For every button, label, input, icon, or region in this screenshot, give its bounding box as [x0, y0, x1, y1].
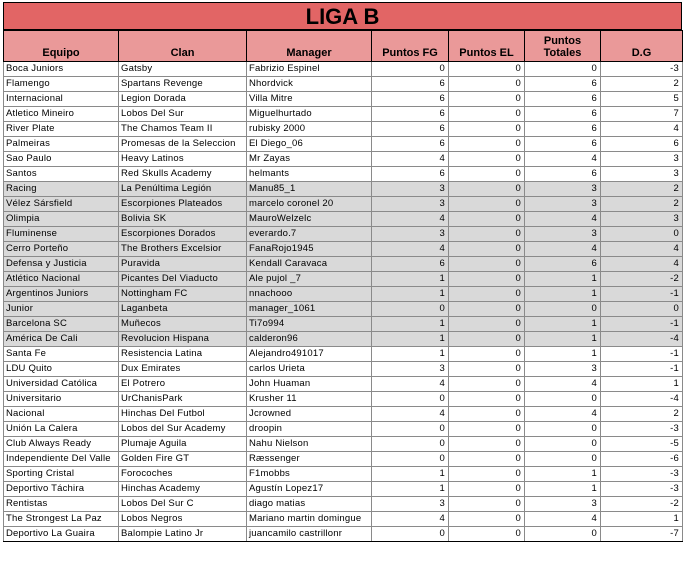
puntos-el-cell[interactable]: 0: [449, 467, 525, 482]
dg-cell[interactable]: -6: [601, 452, 683, 467]
table-row: [4, 332, 683, 347]
clan-cell[interactable]: Red Skulls Academy: [119, 167, 247, 182]
manager-cell[interactable]: Miguelhurtado: [247, 107, 372, 122]
team-cell[interactable]: Argentinos Juniors: [4, 287, 119, 302]
team-cell[interactable]: Club Always Ready: [4, 437, 119, 452]
manager-cell[interactable]: Nhordvick: [247, 77, 372, 92]
table-row: [4, 392, 683, 407]
puntos-fg-cell[interactable]: 1: [372, 347, 449, 362]
puntos-el-cell[interactable]: 0: [449, 257, 525, 272]
table-row: [4, 257, 683, 272]
clan-cell[interactable]: UrChanisPark: [119, 392, 247, 407]
puntos-fg-cell[interactable]: 1: [372, 467, 449, 482]
clan-cell[interactable]: Dux Emirates: [119, 362, 247, 377]
puntos-totales-cell[interactable]: 1: [525, 332, 601, 347]
puntos-el-cell[interactable]: 0: [449, 182, 525, 197]
team-cell[interactable]: Santa Fe: [4, 347, 119, 362]
manager-cell[interactable]: FanaRojo1945: [247, 242, 372, 257]
dg-cell[interactable]: -4: [601, 392, 683, 407]
puntos-el-cell[interactable]: 0: [449, 377, 525, 392]
clan-cell[interactable]: Golden Fire GT: [119, 452, 247, 467]
clan-cell[interactable]: Hinchas Academy: [119, 482, 247, 497]
puntos-el-cell[interactable]: 0: [449, 482, 525, 497]
dg-cell[interactable]: -3: [601, 422, 683, 437]
team-cell[interactable]: Olimpia: [4, 212, 119, 227]
dg-cell[interactable]: 4: [601, 242, 683, 257]
puntos-fg-cell[interactable]: 1: [372, 287, 449, 302]
puntos-el-cell[interactable]: 0: [449, 272, 525, 287]
clan-cell[interactable]: The Brothers Excelsior: [119, 242, 247, 257]
clan-cell[interactable]: Puravida: [119, 257, 247, 272]
clan-cell[interactable]: Resistencia Latina: [119, 347, 247, 362]
puntos-el-cell[interactable]: 0: [449, 407, 525, 422]
manager-cell[interactable]: helmants: [247, 167, 372, 182]
puntos-el-cell[interactable]: 0: [449, 512, 525, 527]
puntos-totales-cell[interactable]: 0: [525, 422, 601, 437]
clan-cell[interactable]: Forocoches: [119, 467, 247, 482]
manager-cell[interactable]: Mariano martin domingue: [247, 512, 372, 527]
team-cell[interactable]: Boca Juniors: [4, 62, 119, 77]
puntos-el-cell[interactable]: 0: [449, 197, 525, 212]
puntos-fg-cell[interactable]: 0: [372, 422, 449, 437]
puntos-fg-cell[interactable]: 0: [372, 392, 449, 407]
dg-cell[interactable]: -5: [601, 437, 683, 452]
team-cell[interactable]: Atlético Nacional: [4, 272, 119, 287]
puntos-totales-cell[interactable]: 1: [525, 272, 601, 287]
table-row: [4, 92, 683, 107]
dg-cell[interactable]: 7: [601, 107, 683, 122]
table-row: [4, 212, 683, 227]
team-cell[interactable]: Santos: [4, 167, 119, 182]
clan-cell[interactable]: El Potrero: [119, 377, 247, 392]
manager-cell[interactable]: Alejandro491017: [247, 347, 372, 362]
manager-cell[interactable]: everardo.7: [247, 227, 372, 242]
table-row: [4, 377, 683, 392]
dg-cell[interactable]: 3: [601, 167, 683, 182]
team-cell[interactable]: Vélez Sársfield: [4, 197, 119, 212]
puntos-totales-cell[interactable]: 6: [525, 122, 601, 137]
puntos-el-cell[interactable]: 0: [449, 227, 525, 242]
clan-cell[interactable]: Legion Dorada: [119, 92, 247, 107]
table-row: [4, 407, 683, 422]
clan-cell[interactable]: The Chamos Team II: [119, 122, 247, 137]
manager-cell[interactable]: rubisky 2000: [247, 122, 372, 137]
table-row: [4, 362, 683, 377]
puntos-fg-cell[interactable]: 6: [372, 257, 449, 272]
team-cell[interactable]: Junior: [4, 302, 119, 317]
table-row: [4, 182, 683, 197]
dg-cell[interactable]: 3: [601, 212, 683, 227]
puntos-fg-cell[interactable]: 4: [372, 152, 449, 167]
dg-cell[interactable]: 2: [601, 182, 683, 197]
puntos-el-cell[interactable]: 0: [449, 92, 525, 107]
puntos-el-cell[interactable]: 0: [449, 452, 525, 467]
manager-cell[interactable]: juancamilo castrillonr: [247, 527, 372, 542]
table-row: [4, 287, 683, 302]
dg-cell[interactable]: 1: [601, 512, 683, 527]
clan-cell[interactable]: Revolucion Hispana: [119, 332, 247, 347]
puntos-totales-cell[interactable]: 0: [525, 527, 601, 542]
table-row: [4, 272, 683, 287]
table-row: [4, 197, 683, 212]
puntos-fg-cell[interactable]: 6: [372, 77, 449, 92]
col-header-clan[interactable]: Clan: [119, 31, 247, 62]
team-cell[interactable]: América De Cali: [4, 332, 119, 347]
clan-cell[interactable]: Muñecos: [119, 317, 247, 332]
puntos-totales-cell[interactable]: 0: [525, 437, 601, 452]
manager-cell[interactable]: Agustín Lopez17: [247, 482, 372, 497]
manager-cell[interactable]: Nahu Nielson: [247, 437, 372, 452]
table-row: [4, 62, 683, 77]
puntos-totales-cell[interactable]: 1: [525, 482, 601, 497]
manager-cell[interactable]: Ale pujol _7: [247, 272, 372, 287]
team-cell[interactable]: Defensa y Justicia: [4, 257, 119, 272]
puntos-totales-cell[interactable]: 6: [525, 77, 601, 92]
team-cell[interactable]: Unión La Calera: [4, 422, 119, 437]
clan-cell[interactable]: Plumaje Aguila: [119, 437, 247, 452]
team-cell[interactable]: Internacional: [4, 92, 119, 107]
table-row: [4, 437, 683, 452]
puntos-fg-cell[interactable]: 1: [372, 332, 449, 347]
dg-cell[interactable]: 5: [601, 92, 683, 107]
clan-cell[interactable]: Heavy Latinos: [119, 152, 247, 167]
table-row: [4, 227, 683, 242]
puntos-el-cell[interactable]: 0: [449, 242, 525, 257]
team-cell[interactable]: Barcelona SC: [4, 317, 119, 332]
puntos-el-cell[interactable]: 0: [449, 437, 525, 452]
team-cell[interactable]: Sao Paulo: [4, 152, 119, 167]
puntos-el-cell[interactable]: 0: [449, 212, 525, 227]
puntos-fg-cell[interactable]: 0: [372, 437, 449, 452]
table-row: [4, 452, 683, 467]
puntos-totales-cell[interactable]: 4: [525, 407, 601, 422]
table-row: [4, 512, 683, 527]
dg-cell[interactable]: -3: [601, 482, 683, 497]
team-cell[interactable]: Palmeiras: [4, 137, 119, 152]
puntos-totales-cell[interactable]: 6: [525, 107, 601, 122]
puntos-el-cell[interactable]: 0: [449, 317, 525, 332]
puntos-el-cell[interactable]: 0: [449, 62, 525, 77]
puntos-totales-cell[interactable]: 3: [525, 497, 601, 512]
table-row: [4, 122, 683, 137]
team-cell[interactable]: Rentistas: [4, 497, 119, 512]
puntos-totales-cell[interactable]: 4: [525, 152, 601, 167]
table-row: [4, 467, 683, 482]
dg-cell[interactable]: 0: [601, 302, 683, 317]
dg-cell[interactable]: -2: [601, 272, 683, 287]
puntos-totales-cell[interactable]: 4: [525, 242, 601, 257]
clan-cell[interactable]: Gatsby: [119, 62, 247, 77]
table-row: [4, 347, 683, 362]
manager-cell[interactable]: diago matias: [247, 497, 372, 512]
team-cell[interactable]: Universitario: [4, 392, 119, 407]
col-header-puntos-totales[interactable]: Puntos Totales: [525, 31, 601, 62]
col-header-puntos-fg[interactable]: Puntos FG: [372, 31, 449, 62]
puntos-fg-cell[interactable]: 4: [372, 377, 449, 392]
dg-cell[interactable]: -3: [601, 62, 683, 77]
puntos-totales-cell[interactable]: 4: [525, 377, 601, 392]
manager-cell[interactable]: marcelo coronel 20: [247, 197, 372, 212]
clan-cell[interactable]: Lobos Del Sur: [119, 107, 247, 122]
manager-cell[interactable]: Jcrowned: [247, 407, 372, 422]
puntos-fg-cell[interactable]: 1: [372, 317, 449, 332]
manager-cell[interactable]: calderon96: [247, 332, 372, 347]
clan-cell[interactable]: Nottingham FC: [119, 287, 247, 302]
puntos-totales-cell[interactable]: 6: [525, 137, 601, 152]
puntos-fg-cell[interactable]: 4: [372, 242, 449, 257]
team-cell[interactable]: The Strongest La Paz: [4, 512, 119, 527]
clan-cell[interactable]: Lobos Del Sur C: [119, 497, 247, 512]
manager-cell[interactable]: carlos Urieta: [247, 362, 372, 377]
team-cell[interactable]: Cerro Porteño: [4, 242, 119, 257]
clan-cell[interactable]: Hinchas Del Futbol: [119, 407, 247, 422]
table-row: [4, 107, 683, 122]
puntos-el-cell[interactable]: 0: [449, 302, 525, 317]
dg-cell[interactable]: 4: [601, 257, 683, 272]
manager-cell[interactable]: F1mobbs: [247, 467, 372, 482]
dg-cell[interactable]: -3: [601, 467, 683, 482]
table-row: [4, 422, 683, 437]
puntos-el-cell[interactable]: 0: [449, 122, 525, 137]
puntos-totales-cell[interactable]: 0: [525, 452, 601, 467]
puntos-el-cell[interactable]: 0: [449, 422, 525, 437]
team-cell[interactable]: LDU Quito: [4, 362, 119, 377]
puntos-el-cell[interactable]: 0: [449, 137, 525, 152]
table-row: [4, 317, 683, 332]
clan-cell[interactable]: Spartans Revenge: [119, 77, 247, 92]
clan-cell[interactable]: Lobos del Sur Academy: [119, 422, 247, 437]
team-cell[interactable]: Deportivo La Guaira: [4, 527, 119, 542]
puntos-el-cell[interactable]: 0: [449, 347, 525, 362]
manager-cell[interactable]: Kendall Caravaca: [247, 257, 372, 272]
dg-cell[interactable]: -1: [601, 287, 683, 302]
puntos-fg-cell[interactable]: 1: [372, 272, 449, 287]
puntos-fg-cell[interactable]: 6: [372, 122, 449, 137]
clan-cell[interactable]: Bolivia SK: [119, 212, 247, 227]
dg-cell[interactable]: 2: [601, 407, 683, 422]
dg-cell[interactable]: 6: [601, 137, 683, 152]
table-row: [4, 152, 683, 167]
team-cell[interactable]: Independiente Del Valle: [4, 452, 119, 467]
puntos-fg-cell[interactable]: 6: [372, 137, 449, 152]
dg-cell[interactable]: -1: [601, 362, 683, 377]
puntos-totales-cell[interactable]: 6: [525, 257, 601, 272]
puntos-fg-cell[interactable]: 6: [372, 167, 449, 182]
manager-cell[interactable]: MauroWelzelc: [247, 212, 372, 227]
manager-cell[interactable]: Mr Zayas: [247, 152, 372, 167]
dg-cell[interactable]: 3: [601, 152, 683, 167]
puntos-fg-cell[interactable]: 0: [372, 452, 449, 467]
table-row: [4, 302, 683, 317]
puntos-fg-cell[interactable]: 3: [372, 362, 449, 377]
team-cell[interactable]: Universidad Católica: [4, 377, 119, 392]
puntos-el-cell[interactable]: 0: [449, 362, 525, 377]
puntos-fg-cell[interactable]: 3: [372, 182, 449, 197]
dg-cell[interactable]: -1: [601, 317, 683, 332]
puntos-fg-cell[interactable]: 0: [372, 527, 449, 542]
manager-cell[interactable]: El Diego_06: [247, 137, 372, 152]
team-cell[interactable]: Sporting Cristal: [4, 467, 119, 482]
col-header-dg[interactable]: D.G: [601, 31, 683, 62]
puntos-el-cell[interactable]: 0: [449, 497, 525, 512]
league-title[interactable]: LIGA B: [3, 2, 682, 30]
manager-cell[interactable]: Villa Mitre: [247, 92, 372, 107]
manager-cell[interactable]: nnachooo: [247, 287, 372, 302]
team-cell[interactable]: Atletico Mineiro: [4, 107, 119, 122]
team-cell[interactable]: River Plate: [4, 122, 119, 137]
dg-cell[interactable]: 0: [601, 227, 683, 242]
clan-cell[interactable]: Promesas de la Seleccion: [119, 137, 247, 152]
standings-table: [3, 30, 683, 542]
puntos-totales-cell[interactable]: 4: [525, 212, 601, 227]
manager-cell[interactable]: John Huaman: [247, 377, 372, 392]
puntos-fg-cell[interactable]: 4: [372, 212, 449, 227]
team-cell[interactable]: Flamengo: [4, 77, 119, 92]
clan-cell[interactable]: Balompie Latino Jr: [119, 527, 247, 542]
dg-cell[interactable]: -4: [601, 332, 683, 347]
team-cell[interactable]: Deportivo Táchira: [4, 482, 119, 497]
puntos-el-cell[interactable]: 0: [449, 392, 525, 407]
team-cell[interactable]: Fluminense: [4, 227, 119, 242]
team-cell[interactable]: Nacional: [4, 407, 119, 422]
table-row: [4, 242, 683, 257]
puntos-totales-cell[interactable]: 3: [525, 182, 601, 197]
puntos-fg-cell[interactable]: 1: [372, 482, 449, 497]
puntos-el-cell[interactable]: 0: [449, 332, 525, 347]
dg-cell[interactable]: -1: [601, 347, 683, 362]
puntos-totales-cell[interactable]: 3: [525, 362, 601, 377]
puntos-totales-cell[interactable]: 0: [525, 392, 601, 407]
spreadsheet: [3, 2, 682, 542]
puntos-fg-cell[interactable]: 4: [372, 407, 449, 422]
puntos-totales-cell[interactable]: 1: [525, 317, 601, 332]
puntos-el-cell[interactable]: 0: [449, 107, 525, 122]
table-row: [4, 137, 683, 152]
dg-cell[interactable]: 2: [601, 77, 683, 92]
team-cell[interactable]: Racing: [4, 182, 119, 197]
puntos-el-cell[interactable]: 0: [449, 527, 525, 542]
puntos-fg-cell[interactable]: 0: [372, 62, 449, 77]
puntos-el-cell[interactable]: 0: [449, 152, 525, 167]
manager-cell[interactable]: manager_1061: [247, 302, 372, 317]
dg-cell[interactable]: -7: [601, 527, 683, 542]
manager-cell[interactable]: Ti7o994: [247, 317, 372, 332]
table-row: [4, 527, 683, 542]
dg-cell[interactable]: 2: [601, 197, 683, 212]
clan-cell[interactable]: Escorpiones Dorados: [119, 227, 247, 242]
col-header-equipo[interactable]: Equipo: [4, 31, 119, 62]
puntos-totales-cell[interactable]: 0: [525, 302, 601, 317]
header-row: [4, 31, 683, 62]
puntos-totales-cell[interactable]: 3: [525, 197, 601, 212]
manager-cell[interactable]: Fabrizio Espinel: [247, 62, 372, 77]
table-row: [4, 167, 683, 182]
col-header-puntos-el[interactable]: Puntos EL: [449, 31, 525, 62]
manager-cell[interactable]: Krusher 11: [247, 392, 372, 407]
puntos-totales-cell[interactable]: 0: [525, 62, 601, 77]
dg-cell[interactable]: -2: [601, 497, 683, 512]
table-row: [4, 77, 683, 92]
puntos-fg-cell[interactable]: 0: [372, 302, 449, 317]
manager-cell[interactable]: Manu85_1: [247, 182, 372, 197]
table-row: [4, 497, 683, 512]
puntos-totales-cell[interactable]: 1: [525, 347, 601, 362]
dg-cell[interactable]: 4: [601, 122, 683, 137]
puntos-totales-cell[interactable]: 1: [525, 287, 601, 302]
puntos-totales-cell[interactable]: 1: [525, 467, 601, 482]
manager-cell[interactable]: Ræssenger: [247, 452, 372, 467]
table-row: [4, 482, 683, 497]
puntos-el-cell[interactable]: 0: [449, 287, 525, 302]
puntos-fg-cell[interactable]: 6: [372, 107, 449, 122]
puntos-el-cell[interactable]: 0: [449, 77, 525, 92]
col-header-manager[interactable]: Manager: [247, 31, 372, 62]
puntos-fg-cell[interactable]: 4: [372, 512, 449, 527]
clan-cell[interactable]: Lobos Negros: [119, 512, 247, 527]
clan-cell[interactable]: La Penúltima Legión: [119, 182, 247, 197]
puntos-totales-cell[interactable]: 4: [525, 512, 601, 527]
clan-cell[interactable]: Picantes Del Viaducto: [119, 272, 247, 287]
puntos-totales-cell[interactable]: 6: [525, 92, 601, 107]
puntos-fg-cell[interactable]: 3: [372, 227, 449, 242]
manager-cell[interactable]: droopin: [247, 422, 372, 437]
puntos-fg-cell[interactable]: 3: [372, 497, 449, 512]
puntos-el-cell[interactable]: 0: [449, 167, 525, 182]
puntos-fg-cell[interactable]: 6: [372, 92, 449, 107]
clan-cell[interactable]: Laganbeta: [119, 302, 247, 317]
dg-cell[interactable]: 1: [601, 377, 683, 392]
puntos-totales-cell[interactable]: 6: [525, 167, 601, 182]
puntos-totales-cell[interactable]: 3: [525, 227, 601, 242]
clan-cell[interactable]: Escorpiones Plateados: [119, 197, 247, 212]
puntos-fg-cell[interactable]: 3: [372, 197, 449, 212]
